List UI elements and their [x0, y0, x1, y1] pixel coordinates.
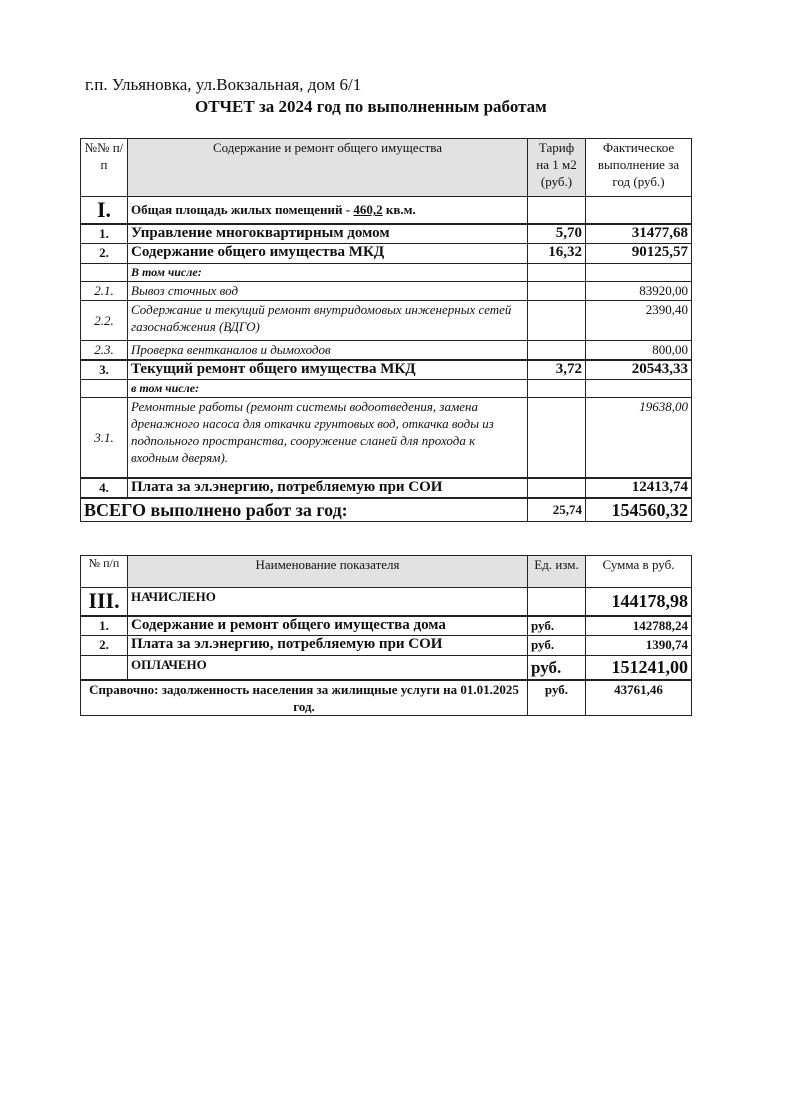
table-row: 2.1. Вывоз сточных вод 83920,00	[81, 282, 692, 301]
table-row: 2. Содержание общего имущества МКД 16,32 90125,57	[81, 244, 692, 264]
table-row: 2.3. Проверка вентканалов и дымоходов 800,00	[81, 341, 692, 360]
col-header-name: Содержание и ремонт общего имущества	[128, 139, 528, 197]
works-table-header	[81, 139, 692, 197]
table-row: в том числе:	[81, 380, 692, 398]
report-title: ОТЧЕТ за 2024 год по выполненным работам	[195, 97, 547, 116]
paid-sum: 151241,00	[586, 656, 692, 680]
area-value: 460,2	[353, 202, 383, 218]
col-header-tariff: Тариф на 1 м2 (руб.)	[528, 139, 586, 197]
table-row: 2. Плата за эл.энергию, потребляемую при СОИ руб. 1390,74	[81, 636, 692, 656]
col-header-num: №№ п/п	[81, 139, 128, 197]
table-row: 2.2. Содержание и текущий ремонт внутридомовых инженерных сетей газоснабжения (ВДГО) 2390,40	[81, 301, 692, 341]
col-header-actual: Фактическое выполнение за год (руб.)	[586, 139, 692, 197]
col-header-unit: Ед. изм.	[528, 556, 586, 588]
table-row: 4. Плата за эл.энергию, потребляемую при СОИ 12413,74	[81, 478, 692, 498]
works-table	[80, 138, 692, 522]
section-row	[81, 197, 692, 224]
debt-label: Справочно: задолженность населения за жилищные услуги на 01.01.2025 год.	[81, 680, 528, 716]
section-row	[81, 588, 692, 616]
total-tariff: 25,74	[528, 498, 586, 522]
table-row: В том числе:	[81, 264, 692, 282]
paid-unit: руб.	[528, 656, 586, 680]
section-number: I.	[81, 197, 128, 224]
table-row: 1. Содержание и ремонт общего имущества дома руб. 142788,24	[81, 616, 692, 636]
total-label: ВСЕГО выполнено работ за год:	[81, 498, 528, 522]
table-row: 3. Текущий ремонт общего имущества МКД 3,72 20543,33	[81, 360, 692, 380]
paid-row	[81, 656, 692, 680]
table-row: 1. Управление многоквартирным домом 5,70 31477,68	[81, 224, 692, 244]
charges-table	[80, 555, 692, 716]
debt-unit: руб.	[528, 680, 586, 716]
total-row	[81, 498, 692, 522]
address: г.п. Ульяновка, ул.Вокзальная, дом 6/1	[85, 75, 362, 94]
accrued-label: НАЧИСЛЕНО	[128, 588, 528, 616]
paid-label: ОПЛАЧЕНО	[128, 656, 528, 680]
debt-row	[81, 680, 692, 716]
total-actual: 154560,32	[586, 498, 692, 522]
accrued-sum: 144178,98	[586, 588, 692, 616]
col-header-sum: Сумма в руб.	[586, 556, 692, 588]
debt-sum: 43761,46	[586, 680, 692, 716]
table-row: 3.1. Ремонтные работы (ремонт системы водоотведения, замена дренажного насоса для откачки грунтовых вод, откачка воды из подпольного пространства, сооружение сланей для прохода к входным дверям). 19638,00	[81, 398, 692, 478]
charges-table-header	[81, 556, 692, 588]
col-header-name: Наименование показателя	[128, 556, 528, 588]
col-header-num: № п/п	[81, 556, 128, 588]
section-label: Общая площадь жилых помещений - 460,2 кв.м.	[128, 197, 528, 224]
section-number: III.	[81, 588, 128, 616]
